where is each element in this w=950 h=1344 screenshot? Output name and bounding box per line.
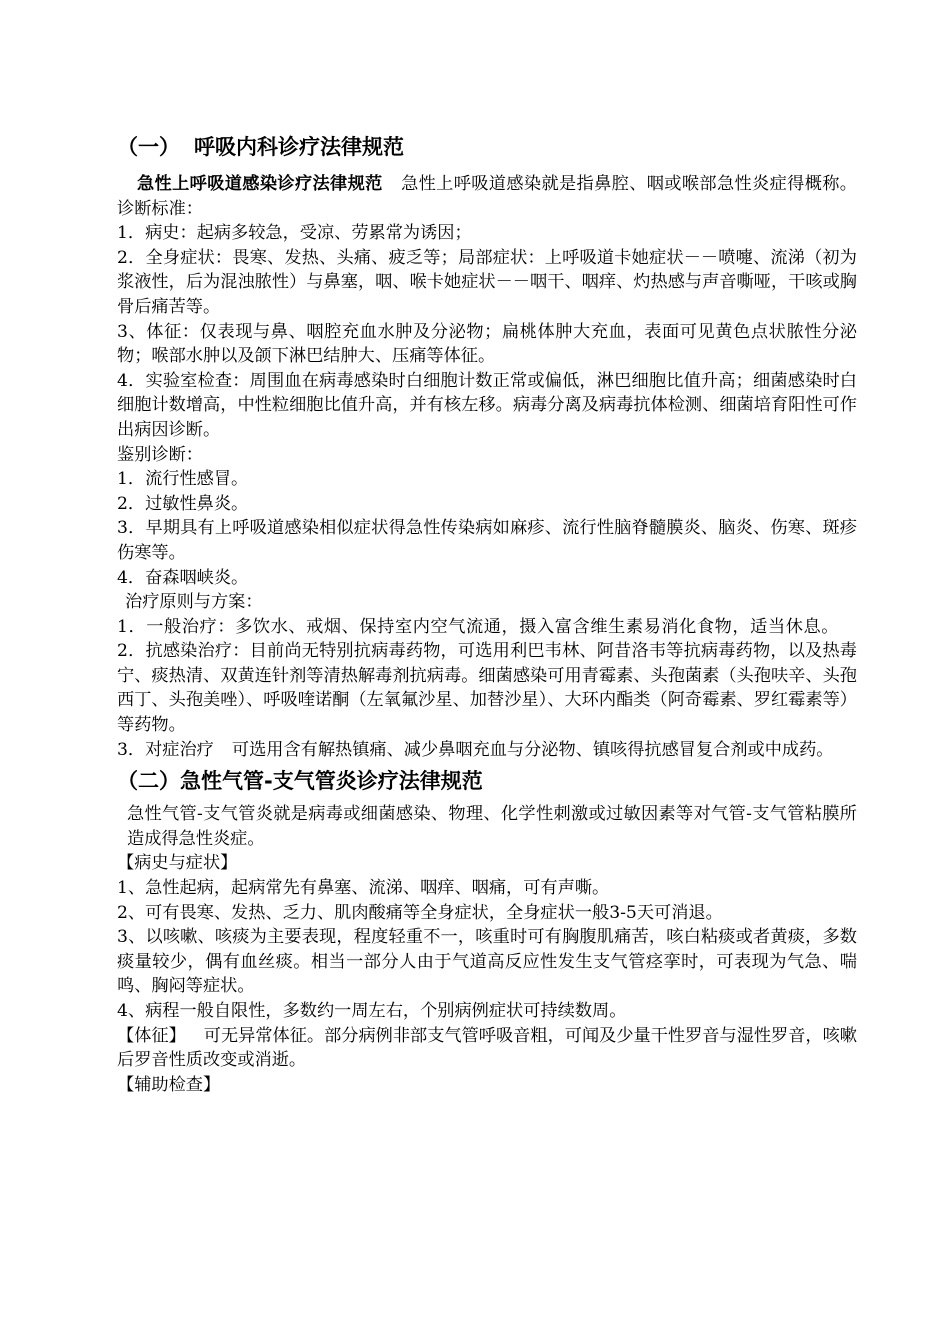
signs-paragraph: [117, 1024, 857, 1073]
section-heading-text: 呼吸内科诊疗法律规范: [194, 135, 404, 159]
intro-text: 急性上呼吸道感染就是指鼻腔、咽或喉部急性炎症得概称。 诊断标准：: [117, 174, 857, 219]
differential-item: 2．过敏性鼻炎。: [117, 493, 249, 514]
treatment-symptomatic: [117, 738, 857, 763]
document-page: [117, 132, 857, 1097]
treatment-symptomatic-body: 可选用含有解热镇痛、减少鼻咽充血与分泌物、镇咳得抗感冒复合剂或中成药。: [231, 739, 834, 760]
subsection-title: 急性上呼吸道感染诊疗法律规范: [137, 174, 383, 194]
diagnosis-item: 1．病史：起病多较急，受凉、劳累常为诱因；: [117, 223, 472, 244]
diagnosis-item: 4．实验室检查：周围血在病毒感染时白细胞计数正常或偏低，淋巴细胞比值升高；细菌感染时白细胞计数增高，中性粒细胞比值升高，并有核左移。病毒分离及病毒抗体检测、细菌培育阳性可作出病因诊断。: [117, 370, 857, 440]
history-item: 3、以咳嗽、咳痰为主要表现，程度轻重不一，咳重时可有胸腹肌痛苦，咳白粘痰或者黄痰，多数痰量较少，偶有血丝痰。相当一部分人由于气道高反应性发生支气管痉挛时，可表现为气急、喘鸣、胸闷等症状。: [117, 927, 857, 997]
intro-paragraph: [117, 172, 857, 221]
section-heading-2: （二）急性气管-支气管炎诊疗法律规范: [117, 769, 483, 794]
treatment-symptomatic-head: 3．对症治疗: [117, 739, 214, 760]
signs-title: 【体征】: [117, 1025, 186, 1046]
diagnosis-item: 2．全身症状：畏寒、发热、头痛、疲乏等；局部症状：上呼吸道卡她症状－－喷嚏、流涕（初为浆液性，后为混浊脓性）与鼻塞，咽、喉卡她症状－－咽干、咽痒、灼热感与声音嘶哑，干咳或胸骨后痛苦等。: [117, 247, 857, 317]
auxiliary-exam-title: 【辅助检查】: [117, 1074, 221, 1095]
treatment-anti-infection: 2．抗感染治疗：目前尚无特别抗病毒药物，可选用利巴韦林、阿昔洛韦等抗病毒药物，以及热毒宁、痰热清、双黄连针剂等清热解毒剂抗病毒。细菌感染可用青霉素、头孢菌素（头孢呋辛、头孢西丁、头孢美唑）、呼吸喹诺酮（左氧氟沙星、加替沙星）、大环内酯类（阿奇霉素、罗红霉素等）等药物。: [117, 641, 857, 736]
treatment-paragraph: [117, 615, 857, 738]
section-heading-number: （一）: [117, 135, 180, 159]
signs-text: 可无异常体征。部分病例非部支气管呼吸音粗，可闻及少量干性罗音与湿性罗音，咳嗽后罗音性质改变或消逝。: [117, 1025, 857, 1071]
history-item: 2、可有畏寒、发热、乏力、肌肉酸痛等全身症状，全身症状一般3-5天可消退。: [117, 902, 723, 923]
differential-item: 1．流行性感冒。: [117, 469, 249, 490]
diagnosis-item: 3、体征：仅表现与鼻、咽腔充血水肿及分泌物；扁桃体肿大充血，表面可见黄色点状脓性分泌物；喉部水肿以及颌下淋巴结肿大、压痛等体征。: [117, 321, 857, 367]
treatment-title: 治疗原则与方案：: [125, 592, 263, 613]
history-item: 4、病程一般自限性，多数约一周左右，个别病例症状可持续数周。: [117, 1001, 627, 1021]
treatment-general: 1．一般治疗：多饮水、戒烟、保持室内空气流通，摄入富含维生素易消化食物，适当休息。: [117, 616, 839, 637]
history-title: 【病史与症状】: [117, 853, 238, 874]
differential-item: 4．奋森咽峡炎。: [117, 567, 249, 588]
differential-item: 3．早期具有上呼吸道感染相似症状得急性传染病如麻疹、流行性脑脊髓膜炎、脑炎、伤寒、斑疹伤寒等。: [117, 518, 857, 563]
section2-intro: 急性气管-支气管炎就是病毒或细菌感染、物理、化学性刺激或过敏因素等对气管-支气管粘膜所造成得急性炎症。: [127, 804, 857, 849]
history-item: 1、急性起病，起病常先有鼻塞、流涕、咽痒、咽痛，可有声嘶。: [117, 878, 610, 899]
differential-title: 鉴别诊断：: [117, 444, 203, 465]
section-heading-1: [117, 132, 857, 162]
